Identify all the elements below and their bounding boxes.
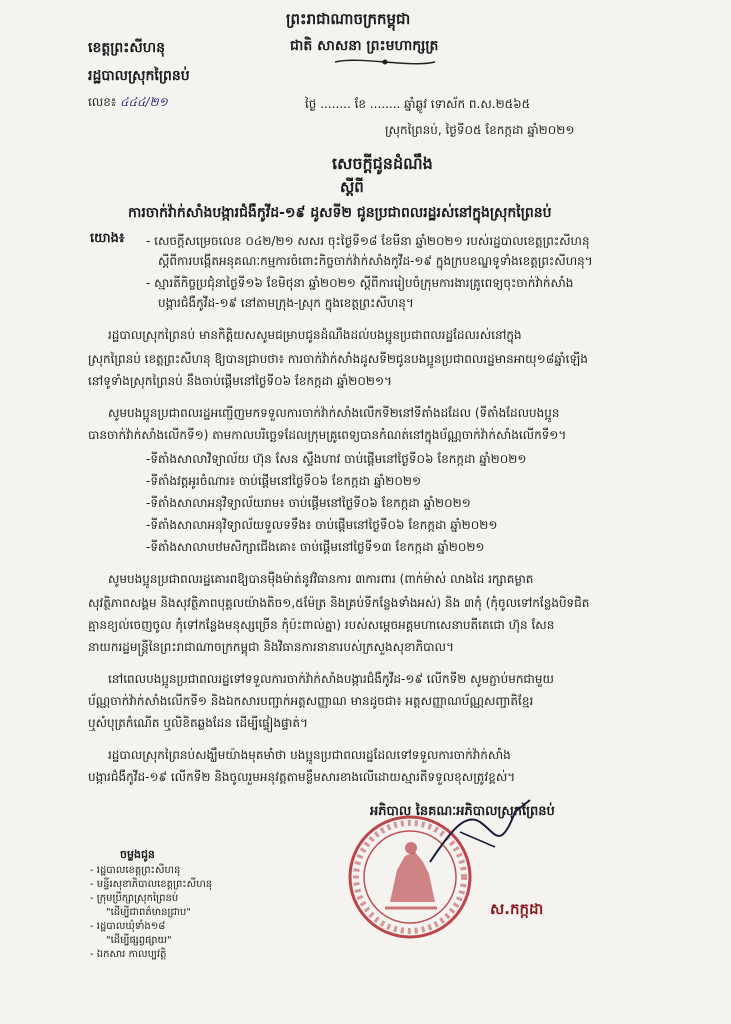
document-subject: ការចាក់វ៉ាក់សាំងបង្ការជំងឺកូវីដ-១៩ ដូសទី២ ជូនប្រជាពលរដ្ឋរស់នៅក្នុងស្រុកព្រៃនប់ (128, 205, 552, 221)
vaccination-site: -ទីតាំងសាលាអនុវិទ្យាល័យទួលទទឹង៖ ចាប់ផ្តើមនៅថ្ងៃទី០៦ ខែកក្កដា ឆ្នាំ២០២១ (146, 518, 498, 532)
lunar-date: ថ្ងៃ ........ ខែ ........ ឆ្នាំឆ្លូវ ទោស័ក ព.ស.២៥៦៥ (305, 97, 531, 111)
body-line: នៅពេលបងប្អូនប្រជាពលរដ្ឋទៅទទួលការចាក់វ៉ាក់សាំងបង្ការជំងឺកូវីដ-១៩ លើកទី២ សូមភ្ជាប់មកជាមួយ (108, 672, 554, 686)
recipient-item: "ដើម្បីជាពត៌មានជ្រាប" (106, 907, 191, 918)
recipient-item: - ឯកសារ កាលប្បវត្តិ (90, 949, 167, 960)
body-line: សូមបងប្អូនប្រជាពលរដ្ឋគោរពឱ្យបានម៉ឺងម៉ាត់នូវវិធានការ ៣ការពារ (ពាក់ម៉ាស់ លាងដៃ រក្សាគម្លាត (108, 572, 534, 586)
body-line: សូមបងប្អូនប្រជាពលរដ្ឋអញ្ជើញមកទទួលការចាក់វ៉ាក់សាំងលើកទី២នៅទីតាំងដដែល (ទីតាំងដែលបងប្អូន (108, 406, 560, 420)
body-line: នាយករដ្ឋមន្ត្រីនៃព្រះរាជាណាចក្រកម្ពុជា និងវិធានការនានារបស់ក្រសួងសុខាភិបាល។ (88, 640, 454, 654)
recipient-item: - រដ្ឋបាលឃុំទាំង១៨ (90, 921, 166, 932)
body-line: គ្មានខ្យល់ចេញចូល កុំទៅកន្លែងមនុស្សច្រើន កុំប៉ះពាល់គ្នា) របស់សម្តេចអគ្គមហាសេនាបតីតេជោ ហ៊ុន សែន (88, 618, 555, 632)
issuing-administration: រដ្ឋបាលស្រុកព្រៃនប់ (88, 68, 190, 84)
reference-line: - សេចក្តីសម្រេចលេខ ០៤២/២១ សសរ ចុះថ្ងៃទី១៨ ខែមីនា ឆ្នាំ២០២១ របស់រដ្ឋបាលខេត្តព្រះសីហនុ (146, 234, 590, 248)
body-line: ស្រុកព្រៃនប់ ខេត្តព្រះសីហនុ ឱ្យបានជ្រាបថា៖ ការចាក់វ៉ាក់សាំងដូសទី២ជូនបងប្អូនប្រជាពលរដ្ឋមានអាយុ១៨ឆ្នាំឡើង (88, 352, 588, 366)
reference-label: លេខ៖ (88, 95, 117, 109)
body-line: រដ្ឋបាលស្រុកព្រៃនប់សង្ឃឹមយ៉ាងមុតមាំថា បងប្អូនប្រជាពលរដ្ឋដែលទៅទទួលការចាក់វ៉ាក់សាំង (108, 748, 511, 762)
handwritten-signature (420, 792, 540, 872)
reference-line: ស្តីពីការបង្កើតអនុគណៈកម្មការចំពោះកិច្ចចាក់វ៉ាក់សាំងកូវីដ-១៩ ក្នុងក្របខណ្ឌទូទាំងខេត្តព្រះសីហនុ។ (158, 254, 593, 268)
body-line: ឬសំបុត្រកំណើត ឬលិខិតឆ្លងដែន ដើម្បីផ្ទៀងផ្ទាត់។ (88, 716, 308, 730)
body-line: បានចាក់វ៉ាក់សាំងលើកទី១) តាមកាលបរិច្ឆេទដែលក្រុមគ្រូពេទ្យបានកំណត់នៅក្នុងប័ណ្ណចាក់វ៉ាក់សាំងលើកទី១។ (88, 428, 567, 442)
reference-line: បង្ការជំងឺកូវីដ-១៩ នៅតាមក្រុង-ស្រុក ក្នុងខេត្តព្រះសីហនុ។ (158, 296, 414, 310)
document-subject-label: ស្តីពី (340, 178, 364, 196)
recipient-item: - ក្រុមប្រឹក្សាស្រុកព្រៃនប់ (90, 893, 179, 904)
body-line: បង្ការជំងឺកូវីដ-១៩ លើកទី២ និងចូលរួមអនុវត្តតាមខ្លឹមសារខាងលើដោយស្មារតីទទួលខុសត្រូវខ្ពស់។ (88, 770, 516, 784)
reference-handwritten: ៤៤៤/២១ (119, 95, 168, 109)
vaccination-site: -ទីតាំងសាលាវិទ្យាល័យ ហ៊ុន សែន ស្ទឹងហាវ ចាប់ផ្តើមនៅថ្ងៃទី០៦ ខែកក្កដា ឆ្នាំ២០២១ (146, 452, 527, 466)
reference-number (88, 94, 168, 112)
body-line: នៅទូទាំងស្រុកព្រៃនប់ នឹងចាប់ផ្តើមនៅថ្ងៃទី០៦ ខែកក្កដា ឆ្នាំ២០២១។ (88, 374, 392, 388)
body-line: សុវត្ថិភាពសង្គម និងសុវត្ថិភាពបុគ្គលយ៉ាងតិច១,៥ម៉ែត្រ និងគ្រប់ទីកន្លែងទាំងអស់) និង ៣កុំ (កុំចូលទៅកន្លែងបិទជិត (88, 596, 590, 610)
kingdom-header: ព្រះរាជាណាចក្រកម្ពុជា (286, 10, 411, 28)
recipients-heading: ចម្លងជូន (120, 848, 155, 861)
recipient-item: - មន្ទីរសុខាភិបាលខេត្តព្រះសីហនុ (90, 879, 213, 890)
signatory-name: ស.កក្កដា (490, 900, 544, 918)
solar-date: ស្រុកព្រៃនប់, ថ្ងៃទី០៥ ខែកក្កដា ឆ្នាំ២០២១ (385, 123, 575, 137)
signatory-title: អភិបាល នៃគណៈអភិបាលស្រុកព្រៃនប់ (370, 804, 555, 819)
province-name: ខេត្តព្រះសីហនុ (88, 40, 165, 56)
body-line: ប័ណ្ណចាក់វ៉ាក់សាំងលើកទី១ និងឯកសារបញ្ជាក់អត្តសញ្ញាណ មានដូចជា៖ អត្តសញ្ញាណប័ណ្ណសញ្ជាតិខ្មែរ (88, 694, 534, 708)
vaccination-site: -ទីតាំងវត្តអូរចំណារ៖ ចាប់ផ្តើមនៅថ្ងៃទី០៦ ខែកក្កដា ឆ្នាំ២០២១ (146, 474, 422, 488)
reference-line: - ស្មារតីកិច្ចប្រជុំនាថ្ងៃទី១៦ ខែមិថុនា ឆ្នាំ២០២១ ស្តីពីការរៀបចំក្រុមការងារគ្រូពេទ្យចុះចាក់វ៉ាក់សាំង (146, 276, 574, 290)
vaccination-site: -ទីតាំងសាលាអនុវិទ្យាល័យរាម៖ ចាប់ផ្តើមនៅថ្ងៃទី០៦ ខែកក្កដា ឆ្នាំ២០២១ (146, 496, 471, 510)
body-line: រដ្ឋបាលស្រុកព្រៃនប់ មានកិត្តិយសសូមជម្រាបជូនដំណឹងដល់បងប្អូនប្រជាពលរដ្ឋដែលរស់នៅក្នុង (108, 328, 522, 342)
document-title: សេចក្តីជូនដំណឹង (332, 154, 433, 173)
national-motto: ជាតិ សាសនា ព្រះមហាក្សត្រ (290, 38, 439, 54)
vaccination-site: -ទីតាំងសាលាបឋមសិក្សាជើងគោ៖ ចាប់ផ្តើមនៅថ្ងៃទី១៣ ខែកក្កដា ឆ្នាំ២០២១ (146, 540, 485, 554)
recipient-item: - រដ្ឋបាលខេត្តព្រះសីហនុ (90, 865, 181, 876)
reference-heading: យោង៖ (90, 231, 125, 246)
ornament-divider (330, 56, 440, 68)
recipient-item: "ដើម្បីផ្សព្វផ្សាយ" (106, 935, 172, 946)
copy-recipients (90, 848, 212, 962)
